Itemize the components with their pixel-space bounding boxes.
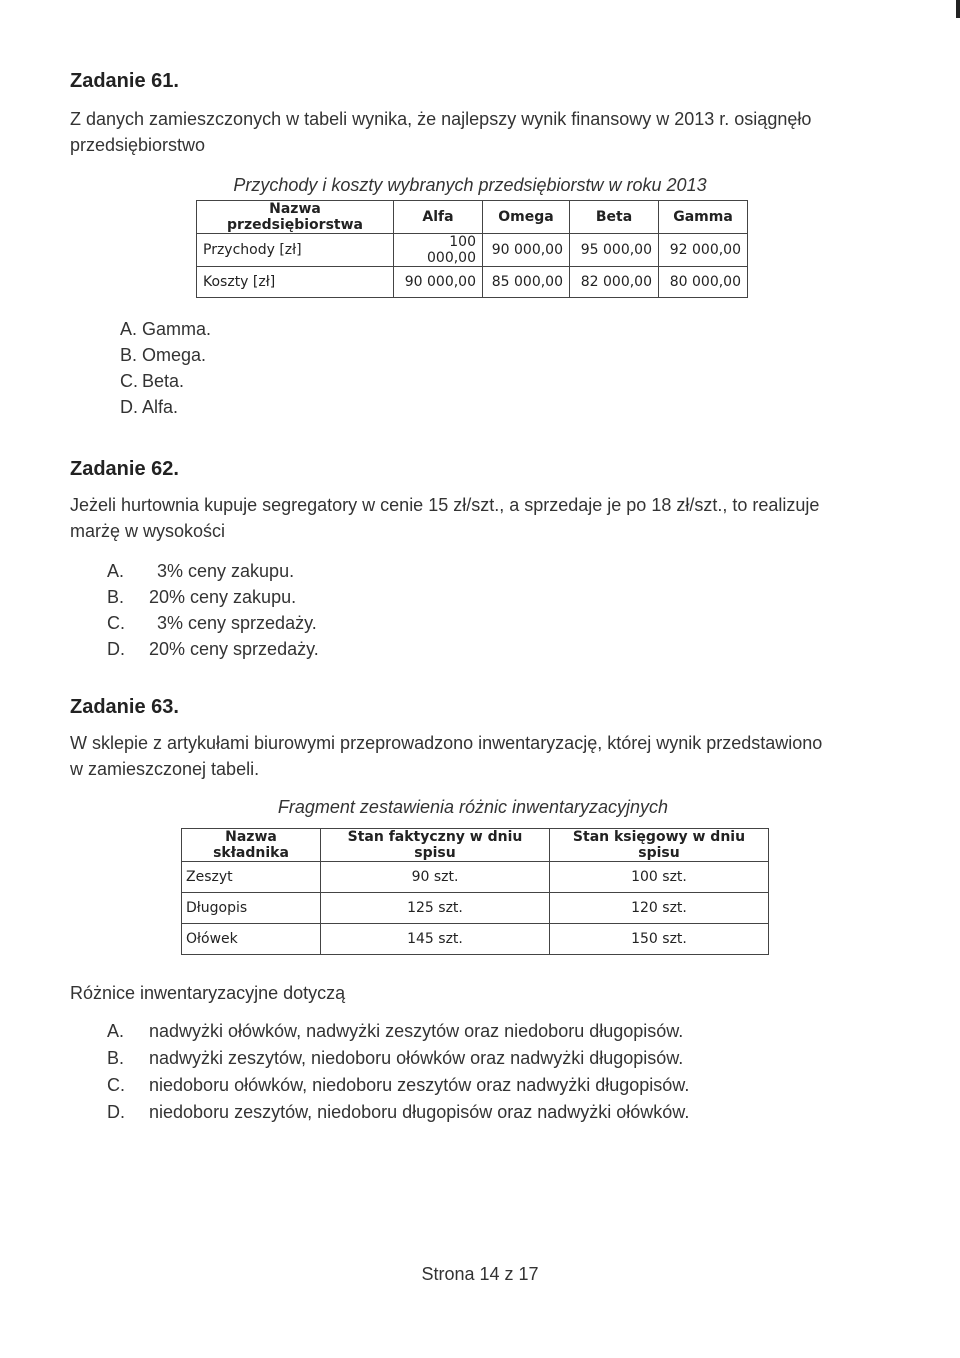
table-cell: 120 szt. bbox=[550, 893, 769, 924]
task-63-table bbox=[181, 828, 769, 955]
table-cell: 90 000,00 bbox=[394, 267, 483, 298]
table-cell: 92 000,00 bbox=[659, 234, 748, 267]
table-cell: 100 szt. bbox=[550, 862, 769, 893]
table-cell: 150 szt. bbox=[550, 924, 769, 955]
table-cell: 95 000,00 bbox=[570, 234, 659, 267]
answer-option-c[interactable]: C. Beta. bbox=[120, 371, 185, 391]
table-cell: 80 000,00 bbox=[659, 267, 748, 298]
answer-option-d[interactable]: D. niedoboru zeszytów, niedoboru długopisów oraz nadwyżki ołówków. bbox=[107, 1102, 690, 1122]
task-61-question-line2: przedsiębiorstwo bbox=[70, 135, 206, 155]
table-cell: 90 000,00 bbox=[483, 234, 570, 267]
answer-option-c[interactable]: C. 3% ceny sprzedaży. bbox=[107, 613, 317, 633]
table-header-cell: Omega bbox=[483, 201, 570, 234]
answer-option-b[interactable]: B. nadwyżki zeszytów, niedoboru ołówków oraz nadwyżki długopisów. bbox=[107, 1048, 684, 1068]
table-cell: Przychody [zł] bbox=[197, 234, 394, 267]
table-row bbox=[197, 234, 748, 267]
task-62-options bbox=[107, 558, 319, 662]
table-header-cell: Stan faktyczny w dniu spisu bbox=[321, 829, 550, 862]
table-header-cell: Nazwa przedsiębiorstwa bbox=[197, 201, 394, 234]
answer-option-a[interactable]: A. 3% ceny zakupu. bbox=[107, 561, 295, 581]
task-61-options bbox=[120, 316, 211, 420]
table-header-cell: Beta bbox=[570, 201, 659, 234]
task-62-title: Zadanie 62. bbox=[70, 458, 179, 480]
task-63-question-line1: W sklepie z artykułami biurowymi przeprowadzono inwentaryzację, której wynik przedstawiono bbox=[70, 733, 823, 753]
answer-option-d[interactable]: D. Alfa. bbox=[120, 397, 179, 417]
table-cell: 90 szt. bbox=[321, 862, 550, 893]
answer-option-d[interactable]: D. 20% ceny sprzedaży. bbox=[107, 639, 319, 659]
scan-edge-mark bbox=[956, 0, 960, 18]
table-cell: 82 000,00 bbox=[570, 267, 659, 298]
table-cell: Długopis bbox=[182, 893, 321, 924]
table-cell: 100 000,00 bbox=[394, 234, 483, 267]
table-header-row bbox=[182, 829, 769, 862]
table-row bbox=[197, 267, 748, 298]
task-61-table bbox=[196, 200, 748, 298]
table-row bbox=[182, 924, 769, 955]
table-header-row bbox=[197, 201, 748, 234]
table-cell: Koszty [zł] bbox=[197, 267, 394, 298]
answer-option-b[interactable]: B. Omega. bbox=[120, 345, 207, 365]
table-header-cell: Stan księgowy w dniu spisu bbox=[550, 829, 769, 862]
answer-option-a[interactable]: A. nadwyżki ołówków, nadwyżki zeszytów oraz niedoboru długopisów. bbox=[107, 1021, 684, 1041]
table-cell: Ołówek bbox=[182, 924, 321, 955]
table-header-cell: Nazwa składnika bbox=[182, 829, 321, 862]
task-62-question-line2: marżę w wysokości bbox=[70, 521, 226, 541]
table-header-cell: Gamma bbox=[659, 201, 748, 234]
table-cell: Zeszyt bbox=[182, 862, 321, 893]
table-cell: 145 szt. bbox=[321, 924, 550, 955]
page-number: Strona 14 z 17 bbox=[421, 1264, 539, 1284]
table-row bbox=[182, 893, 769, 924]
task-61-title: Zadanie 61. bbox=[70, 70, 179, 92]
table-cell: 85 000,00 bbox=[483, 267, 570, 298]
task-61-table-caption: Przychody i koszty wybranych przedsiębiorstw w roku 2013 bbox=[233, 175, 707, 195]
answer-option-a[interactable]: A. Gamma. bbox=[120, 319, 212, 339]
task-61-question-line1: Z danych zamieszczonych w tabeli wynika, że najlepszy wynik finansowy w 2013 r. osiągnęło bbox=[70, 109, 812, 129]
task-63-title: Zadanie 63. bbox=[70, 696, 179, 718]
table-cell: 125 szt. bbox=[321, 893, 550, 924]
answer-option-c[interactable]: C. niedoboru ołówków, niedoboru zeszytów oraz nadwyżki długopisów. bbox=[107, 1075, 690, 1095]
task-63-question-line2: w zamieszczonej tabeli. bbox=[70, 759, 260, 779]
answer-option-b[interactable]: B. 20% ceny zakupu. bbox=[107, 587, 297, 607]
task-63-table-caption: Fragment zestawienia różnic inwentaryzacyjnych bbox=[277, 797, 669, 817]
task-63-options bbox=[107, 1018, 689, 1126]
table-row bbox=[182, 862, 769, 893]
task-62-question-line1: Jeżeli hurtownia kupuje segregatory w cenie 15 zł/szt., a sprzedaje je po 18 zł/szt., to realizuje bbox=[70, 495, 820, 515]
table-header-cell: Alfa bbox=[394, 201, 483, 234]
task-63-lead: Różnice inwentaryzacyjne dotyczą bbox=[70, 983, 346, 1003]
